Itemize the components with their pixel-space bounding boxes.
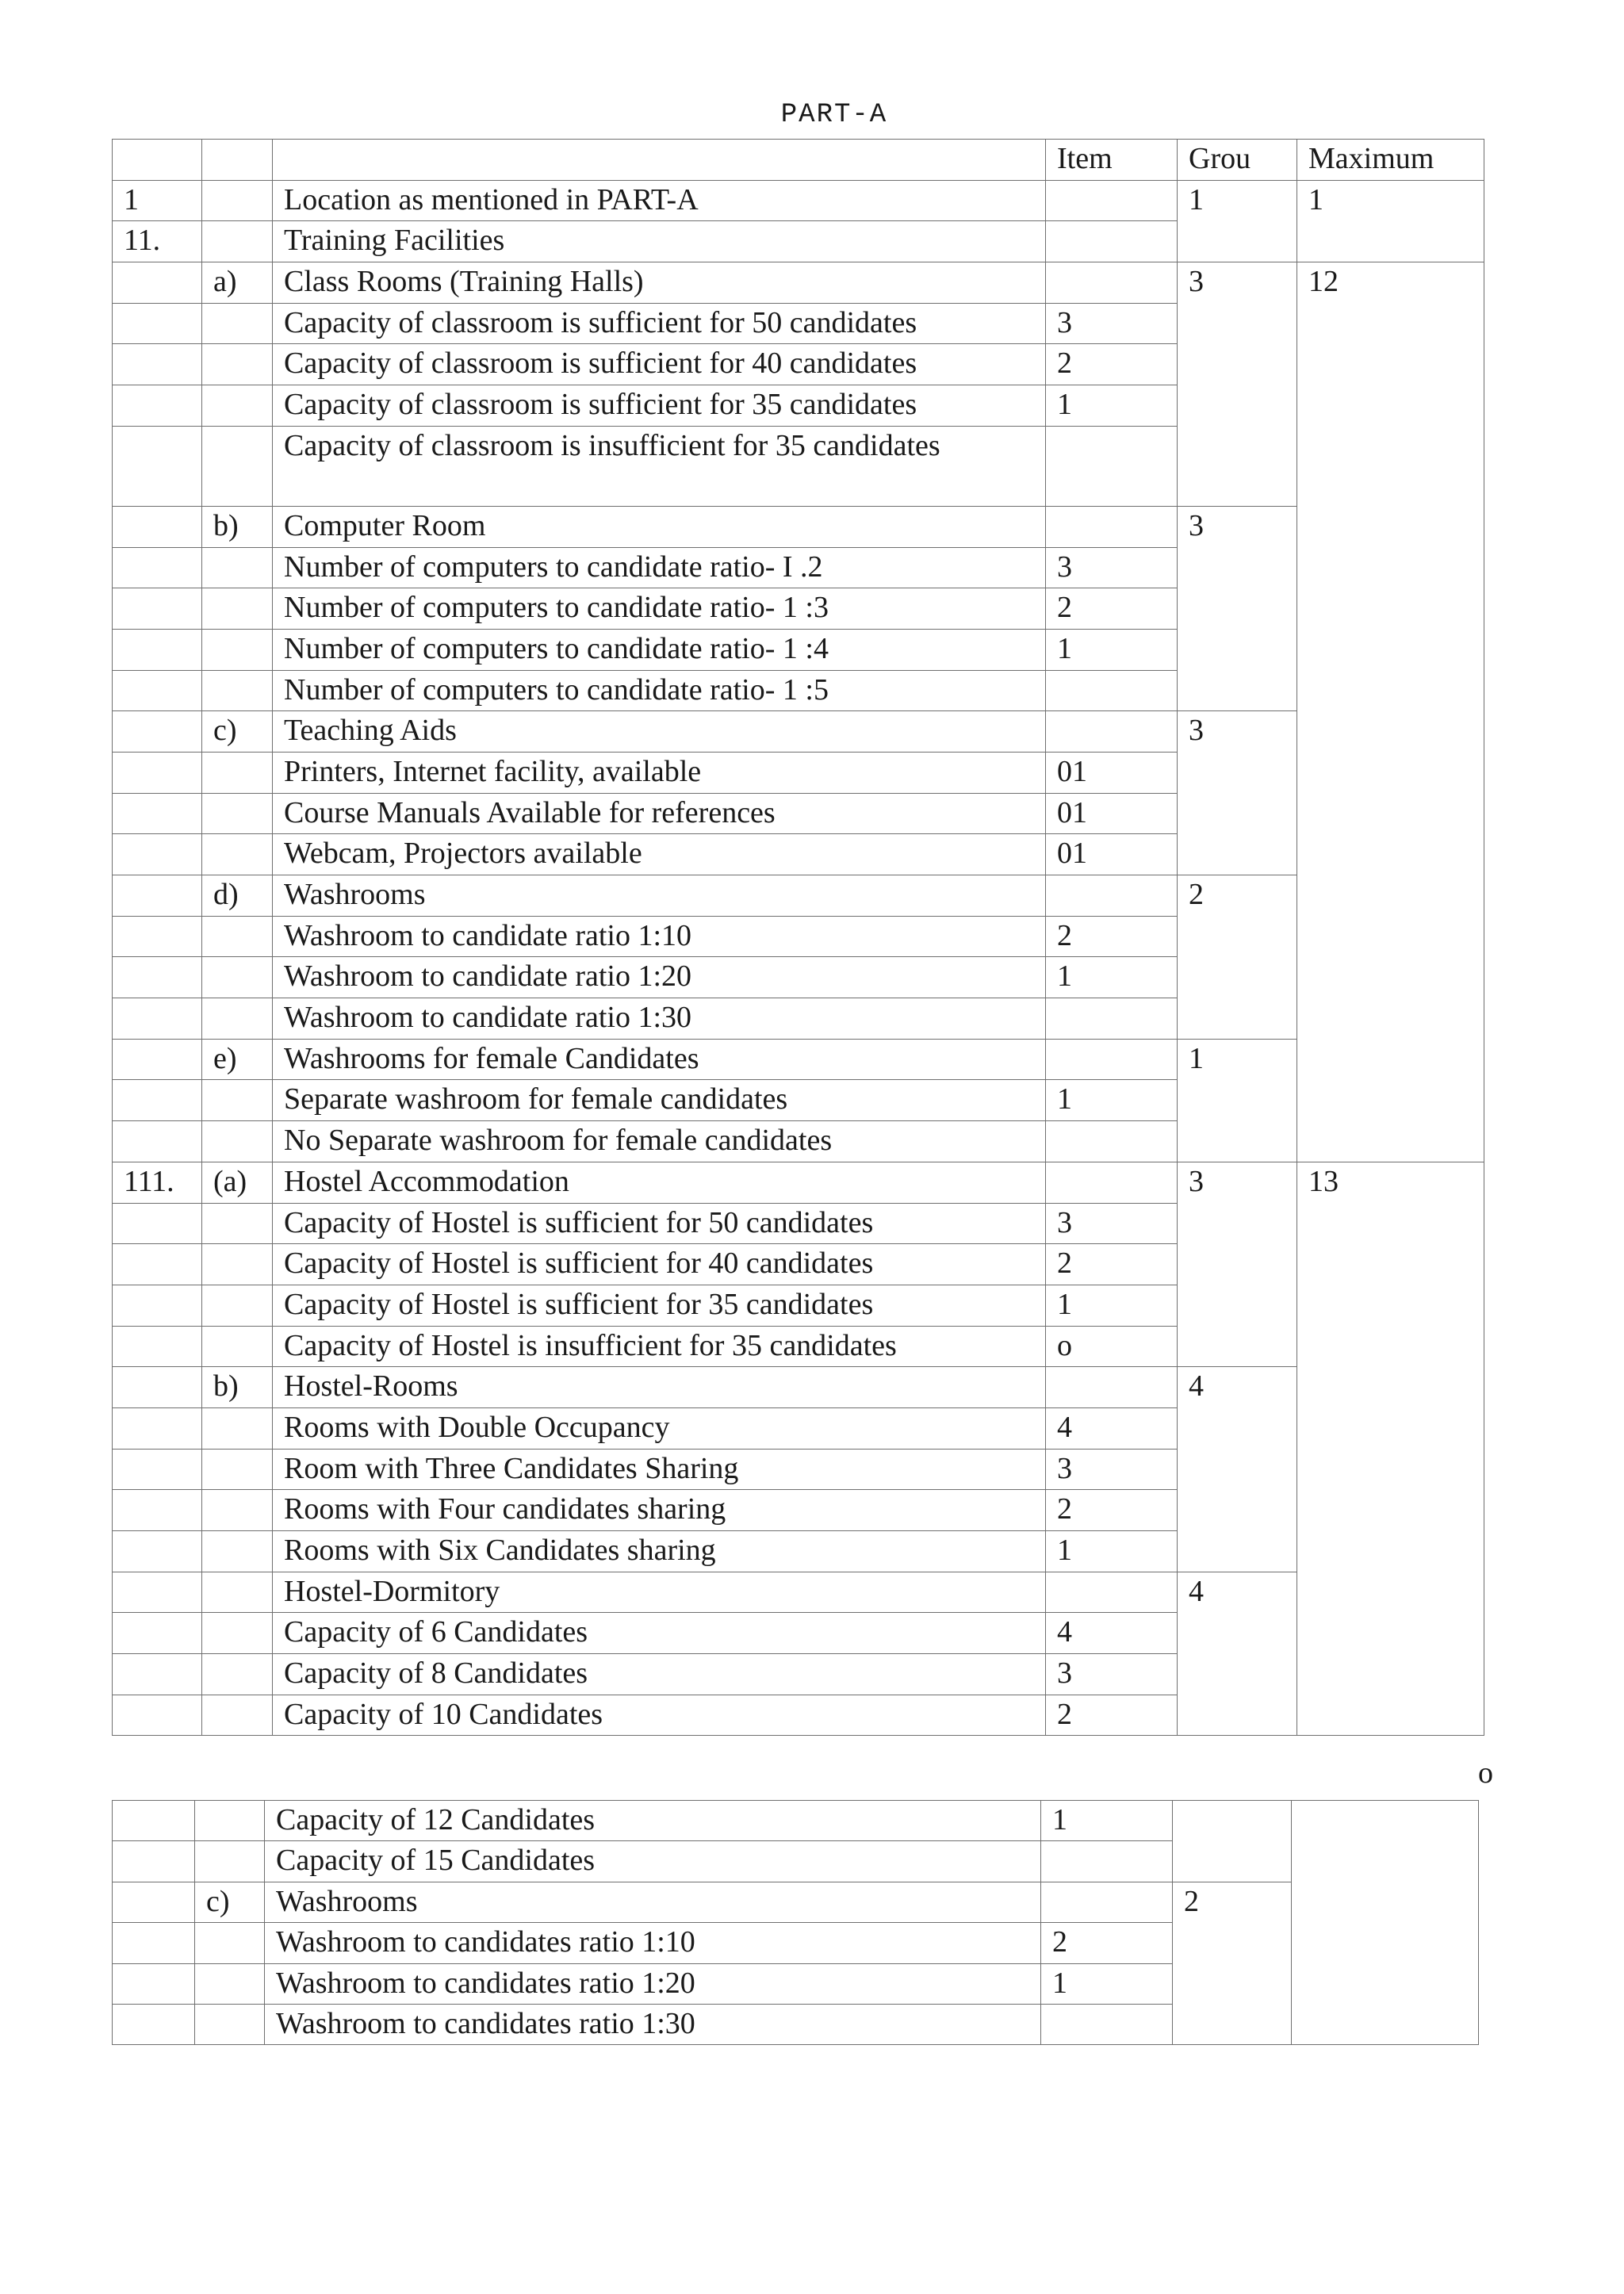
row-sub-label [202,670,273,711]
item-score: 3 [1046,1449,1178,1490]
row-description: Capacity of classroom is insufficient for 35 candidates [273,426,1046,506]
row-sub-label [202,834,273,875]
row-description: Washroom to candidates ratio 1:10 [265,1923,1041,1963]
table-row [113,262,1484,304]
item-score: 01 [1046,834,1178,875]
row-sub-label [202,180,273,221]
row-sub-label: c) [202,711,273,753]
row-number [113,1121,202,1162]
item-score: 1 [1046,957,1178,998]
row-number [113,670,202,711]
row-description: Number of computers to candidate ratio- 1 :3 [273,588,1046,630]
row-sub-label [202,1121,273,1162]
row-sub-label [202,998,273,1040]
row-number: 1 [113,180,202,221]
row-number [113,1285,202,1326]
row-sub-label [202,1449,273,1490]
table-row [113,1882,1479,1922]
row-sub-label [202,1654,273,1695]
row-sub-label [202,1407,273,1449]
row-number [113,1801,195,1841]
page-heading: PART-A [780,100,888,130]
group-score: 3 [1178,506,1297,710]
table-row [113,506,1484,547]
row-description: Course Manuals Available for references [273,793,1046,834]
group-score: 3 [1178,711,1297,875]
item-score: 3 [1046,1203,1178,1244]
row-number [113,1407,202,1449]
table-row [113,180,1484,221]
row-number [113,711,202,753]
row-sub-label: d) [202,875,273,917]
row-sub-label [202,1203,273,1244]
item-score [1041,2004,1173,2044]
row-description: Capacity of classroom is sufficient for 50 candidates [273,303,1046,344]
table-row [113,1801,1479,1841]
row-number [113,1695,202,1736]
row-number [113,1080,202,1121]
row-number [113,262,202,304]
row-number [113,1490,202,1531]
row-description: Washroom to candidate ratio 1:30 [273,998,1046,1040]
group-score [1173,1801,1292,1882]
row-description: Washrooms for female Candidates [273,1039,1046,1080]
row-sub-label [202,303,273,344]
item-score: 2 [1046,588,1178,630]
maximum-score [1292,1801,1479,2045]
item-score: 1 [1046,629,1178,670]
row-description: Washroom to candidates ratio 1:20 [265,1963,1041,2004]
item-score: 3 [1046,1654,1178,1695]
row-sub-label [202,629,273,670]
item-score [1046,998,1178,1040]
row-description: Capacity of 6 Candidates [273,1613,1046,1654]
row-number [113,916,202,957]
row-sub-label [202,1572,273,1613]
row-description: Capacity of Hostel is sufficient for 40 candidates [273,1244,1046,1285]
header-item: Item [1046,140,1178,181]
row-description: Rooms with Four candidates sharing [273,1490,1046,1531]
row-number [113,426,202,506]
item-score: 1 [1046,1080,1178,1121]
row-description: Hostel-Rooms [273,1367,1046,1408]
row-sub-label [202,957,273,998]
header-blank-sub [202,140,273,181]
row-description: Class Rooms (Training Halls) [273,262,1046,304]
group-score: 4 [1178,1367,1297,1572]
item-score: 2 [1046,1490,1178,1531]
item-score [1046,1572,1178,1613]
maximum-score: 12 [1297,262,1484,1162]
item-score: 1 [1046,385,1178,427]
row-sub-label [195,2004,265,2044]
row-number [113,1613,202,1654]
evaluation-table-part1 [112,139,1484,1736]
row-sub-label [195,1963,265,2004]
table-row [113,875,1484,917]
row-description: Number of computers to candidate ratio- 1 :4 [273,629,1046,670]
item-score: 2 [1046,1244,1178,1285]
item-score [1046,1039,1178,1080]
stray-mark: o [1478,1756,1493,1790]
group-score: 4 [1178,1572,1297,1736]
table-row [113,1162,1484,1203]
item-score: 1 [1046,1531,1178,1572]
row-number [113,1039,202,1080]
header-maximum: Maximum [1297,140,1484,181]
row-number [113,1244,202,1285]
row-sub-label [202,793,273,834]
row-description: Capacity of Hostel is sufficient for 35 candidates [273,1285,1046,1326]
item-score: 2 [1046,916,1178,957]
item-score [1046,1162,1178,1203]
item-score: 1 [1046,1285,1178,1326]
row-description: Washroom to candidates ratio 1:30 [265,2004,1041,2044]
row-number [113,834,202,875]
row-description: Webcam, Projectors available [273,834,1046,875]
row-description: Separate washroom for female candidates [273,1080,1046,1121]
row-sub-label [202,547,273,588]
row-number [113,303,202,344]
table-header-row [113,140,1484,181]
row-number [113,1449,202,1490]
item-score [1046,426,1178,506]
row-description: Capacity of 15 Candidates [265,1841,1041,1882]
row-sub-label: e) [202,1039,273,1080]
group-score: 2 [1178,875,1297,1040]
row-description: Washroom to candidate ratio 1:20 [273,957,1046,998]
maximum-score: 13 [1297,1162,1484,1736]
row-description: Training Facilities [273,221,1046,262]
row-number [113,752,202,793]
row-number [113,506,202,547]
row-description: Teaching Aids [273,711,1046,753]
row-sub-label [202,752,273,793]
row-number [113,344,202,385]
group-score: 1 [1178,180,1297,262]
row-description: Rooms with Double Occupancy [273,1407,1046,1449]
row-number [113,1203,202,1244]
row-number [113,1841,195,1882]
row-number [113,588,202,630]
row-sub-label: b) [202,506,273,547]
row-number [113,1326,202,1367]
item-score [1041,1882,1173,1922]
header-blank-no [113,140,202,181]
row-sub-label [202,1080,273,1121]
row-sub-label [195,1801,265,1841]
item-score: 01 [1046,752,1178,793]
row-sub-label [202,1244,273,1285]
item-score: 2 [1046,344,1178,385]
row-number [113,1882,195,1922]
row-number [113,1367,202,1408]
row-sub-label: b) [202,1367,273,1408]
item-score: 3 [1046,547,1178,588]
group-score: 1 [1178,1039,1297,1162]
row-number [113,1963,195,2004]
table-row [113,1039,1484,1080]
row-description: Capacity of 8 Candidates [273,1654,1046,1695]
row-number [113,1923,195,1963]
row-description: Washrooms [273,875,1046,917]
item-score: 4 [1046,1407,1178,1449]
item-score [1041,1841,1173,1882]
row-sub-label [195,1923,265,1963]
row-description: Capacity of Hostel is insufficient for 35 candidates [273,1326,1046,1367]
row-number [113,957,202,998]
item-score [1046,180,1178,221]
row-description: Washroom to candidate ratio 1:10 [273,916,1046,957]
item-score: o [1046,1326,1178,1367]
row-sub-label [202,426,273,506]
row-number [113,1531,202,1572]
row-number [113,793,202,834]
row-number [113,629,202,670]
item-score [1046,1367,1178,1408]
item-score: 2 [1046,1695,1178,1736]
table-row [113,1367,1484,1408]
row-description: Capacity of 10 Candidates [273,1695,1046,1736]
group-score: 3 [1178,1162,1297,1366]
row-sub-label [202,1490,273,1531]
row-description: Printers, Internet facility, available [273,752,1046,793]
row-description: Capacity of Hostel is sufficient for 50 candidates [273,1203,1046,1244]
row-description: Rooms with Six Candidates sharing [273,1531,1046,1572]
row-sub-label: c) [195,1882,265,1922]
row-number [113,1572,202,1613]
row-description: Location as mentioned in PART-A [273,180,1046,221]
item-score [1046,875,1178,917]
item-score: 01 [1046,793,1178,834]
row-sub-label [202,385,273,427]
row-sub-label [202,221,273,262]
row-sub-label [202,1613,273,1654]
evaluation-table-part2 [112,1800,1479,2045]
item-score: 3 [1046,303,1178,344]
row-number [113,385,202,427]
row-description: Number of computers to candidate ratio- 1 :5 [273,670,1046,711]
row-sub-label [202,916,273,957]
item-score [1046,670,1178,711]
row-number [113,875,202,917]
item-score [1046,1121,1178,1162]
row-sub-label [202,1531,273,1572]
row-description: Room with Three Candidates Sharing [273,1449,1046,1490]
maximum-score: 1 [1297,180,1484,262]
item-score [1046,506,1178,547]
row-description: Capacity of classroom is sufficient for 35 candidates [273,385,1046,427]
table-row [113,711,1484,753]
row-sub-label: a) [202,262,273,304]
row-description: No Separate washroom for female candidates [273,1121,1046,1162]
row-description: Number of computers to candidate ratio- I .2 [273,547,1046,588]
row-number: 111. [113,1162,202,1203]
item-score: 1 [1041,1963,1173,2004]
row-sub-label: (a) [202,1162,273,1203]
table-row [113,1572,1484,1613]
row-sub-label [202,1695,273,1736]
item-score: 4 [1046,1613,1178,1654]
item-score [1046,711,1178,753]
row-number: 11. [113,221,202,262]
item-score [1046,221,1178,262]
row-number [113,998,202,1040]
row-number [113,2004,195,2044]
header-blank-desc [273,140,1046,181]
row-description: Computer Room [273,506,1046,547]
row-sub-label [195,1841,265,1882]
item-score [1046,262,1178,304]
header-group: Grou [1178,140,1297,181]
row-description: Capacity of classroom is sufficient for 40 candidates [273,344,1046,385]
row-sub-label [202,588,273,630]
row-sub-label [202,1326,273,1367]
group-score: 2 [1173,1882,1292,2045]
row-sub-label [202,1285,273,1326]
row-sub-label [202,344,273,385]
row-number [113,1654,202,1695]
row-description: Hostel-Dormitory [273,1572,1046,1613]
item-score: 2 [1041,1923,1173,1963]
row-description: Washrooms [265,1882,1041,1922]
item-score: 1 [1041,1801,1173,1841]
row-description: Capacity of 12 Candidates [265,1801,1041,1841]
group-score: 3 [1178,262,1297,507]
row-number [113,547,202,588]
row-description: Hostel Accommodation [273,1162,1046,1203]
